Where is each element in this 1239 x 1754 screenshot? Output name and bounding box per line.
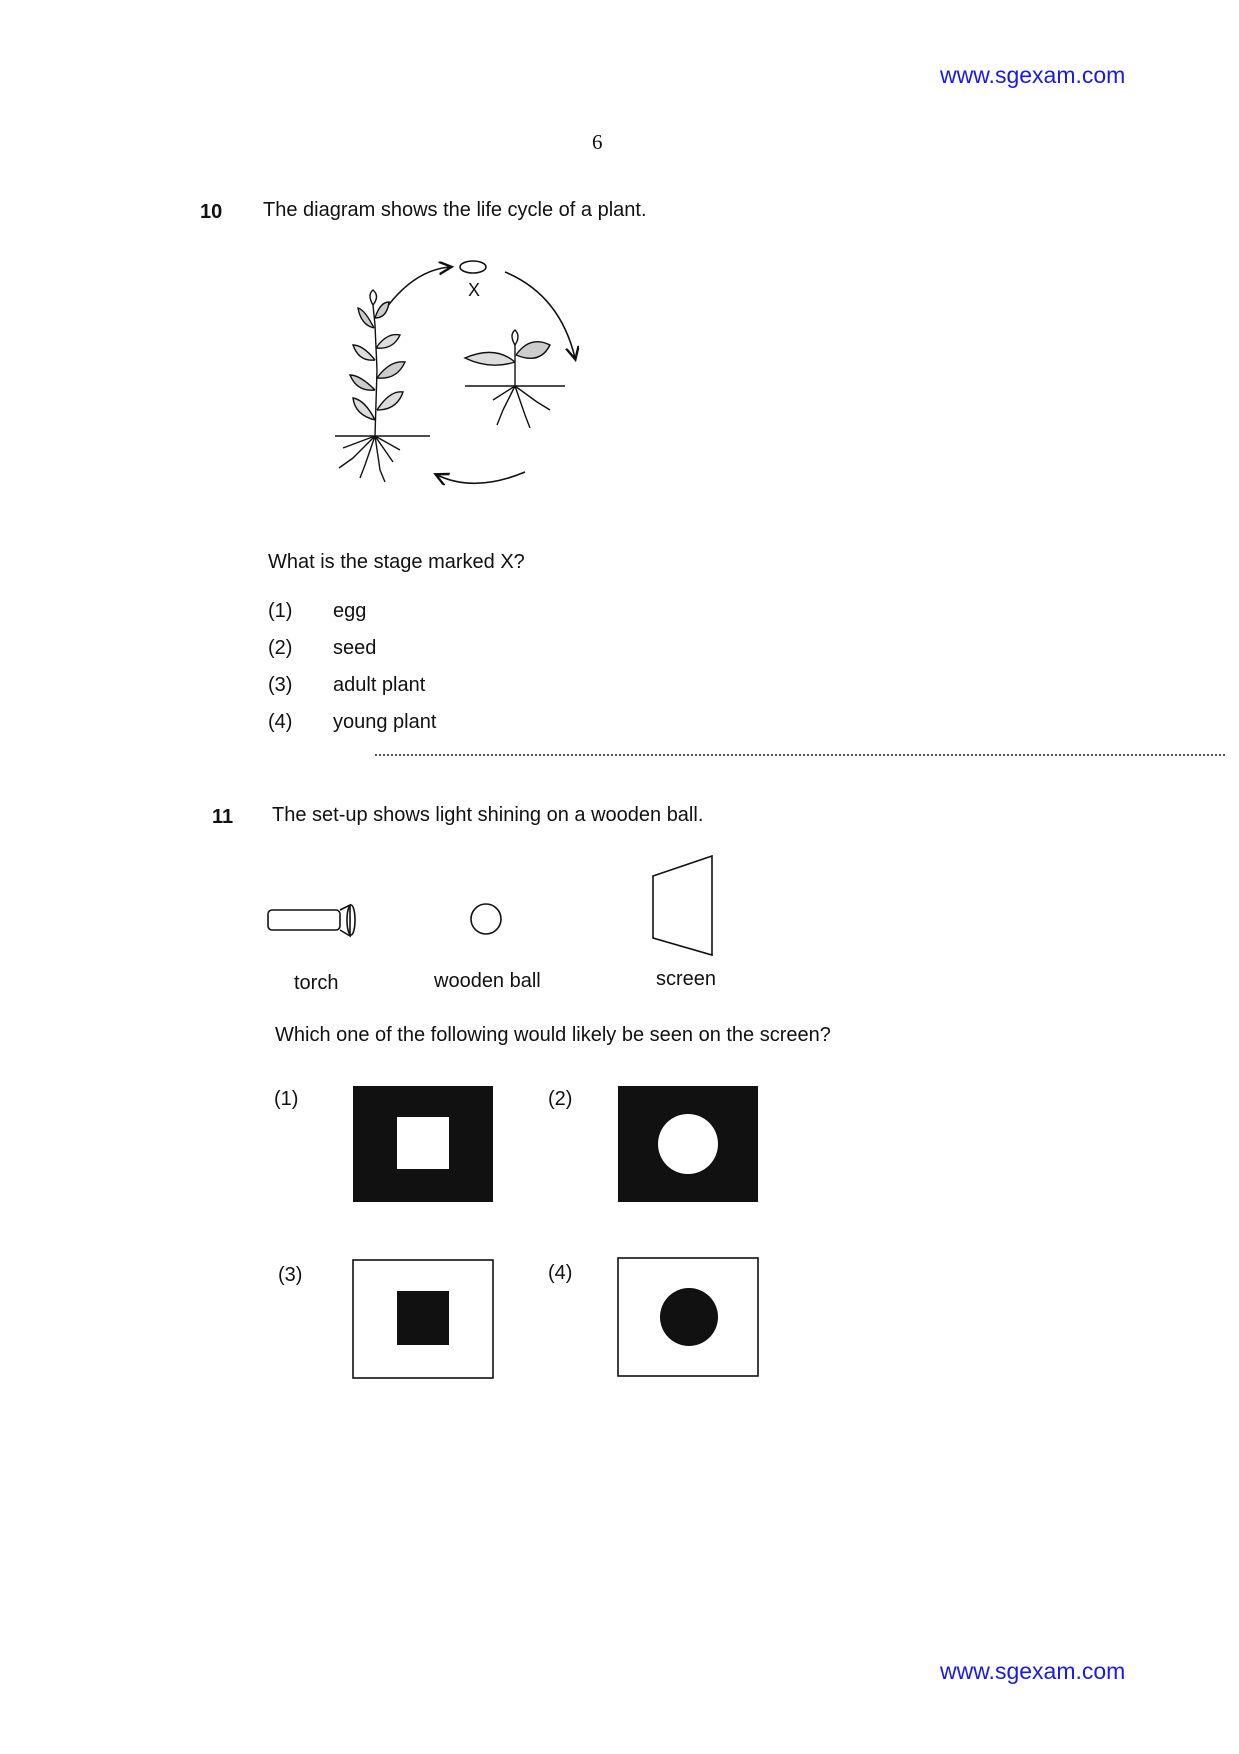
q11-option-2-number: (2): [548, 1088, 573, 1110]
q10-option-4-number: (4): [268, 711, 293, 733]
q10-option-4-label: young plant: [333, 711, 437, 733]
q10-option-1-number: (1): [268, 600, 293, 622]
adult-plant-icon: [335, 290, 430, 482]
setup-label-torch: torch: [294, 972, 339, 994]
q11-option-2-image[interactable]: [617, 1085, 759, 1203]
question-11-number: 11: [212, 806, 234, 828]
question-10-prompt: What is the stage marked X?: [268, 551, 525, 573]
section-divider: [375, 754, 1225, 756]
q10-option-2[interactable]: [268, 637, 376, 660]
q11-option-4-image[interactable]: [617, 1257, 759, 1377]
q11-option-1-number: (1): [274, 1088, 299, 1110]
page-number: 6: [592, 130, 603, 154]
question-10-text: The diagram shows the life cycle of a plant.: [263, 199, 647, 221]
cycle-arrow-bottom: [437, 472, 525, 483]
question-11-prompt: Which one of the following would likely be seen on the screen?: [275, 1024, 831, 1046]
q10-option-4[interactable]: [268, 711, 436, 734]
q11-option-1-image[interactable]: [352, 1085, 494, 1203]
question-10-number: 10: [200, 201, 223, 223]
torch-icon: [266, 902, 366, 942]
site-link-footer[interactable]: www.sgexam.com: [940, 1658, 1126, 1684]
q10-option-3-label: adult plant: [333, 674, 426, 696]
q10-option-1-label: egg: [333, 600, 367, 622]
q10-option-3[interactable]: [268, 674, 425, 697]
q11-option-3-image[interactable]: [352, 1259, 494, 1379]
seed-icon: [460, 261, 486, 273]
screen-icon: [650, 853, 720, 963]
q10-option-2-label: seed: [333, 637, 377, 659]
q10-option-1[interactable]: [268, 600, 366, 623]
diagram-label-x: X: [468, 280, 481, 300]
q11-option-3-number: (3): [278, 1264, 303, 1286]
young-plant-icon: [465, 330, 565, 428]
setup-label-screen: screen: [656, 968, 717, 990]
setup-label-wooden-ball: wooden ball: [434, 970, 541, 992]
site-link-header[interactable]: www.sgexam.com: [940, 62, 1126, 88]
q10-option-2-number: (2): [268, 637, 293, 659]
question-11-text: The set-up shows light shining on a wooden ball.: [272, 804, 704, 826]
wooden-ball-icon: [469, 902, 509, 942]
q11-option-4-number: (4): [548, 1262, 573, 1284]
q10-option-3-number: (3): [268, 674, 293, 696]
cycle-arrow-top-left: [387, 267, 450, 307]
plant-life-cycle-diagram: [325, 250, 635, 500]
